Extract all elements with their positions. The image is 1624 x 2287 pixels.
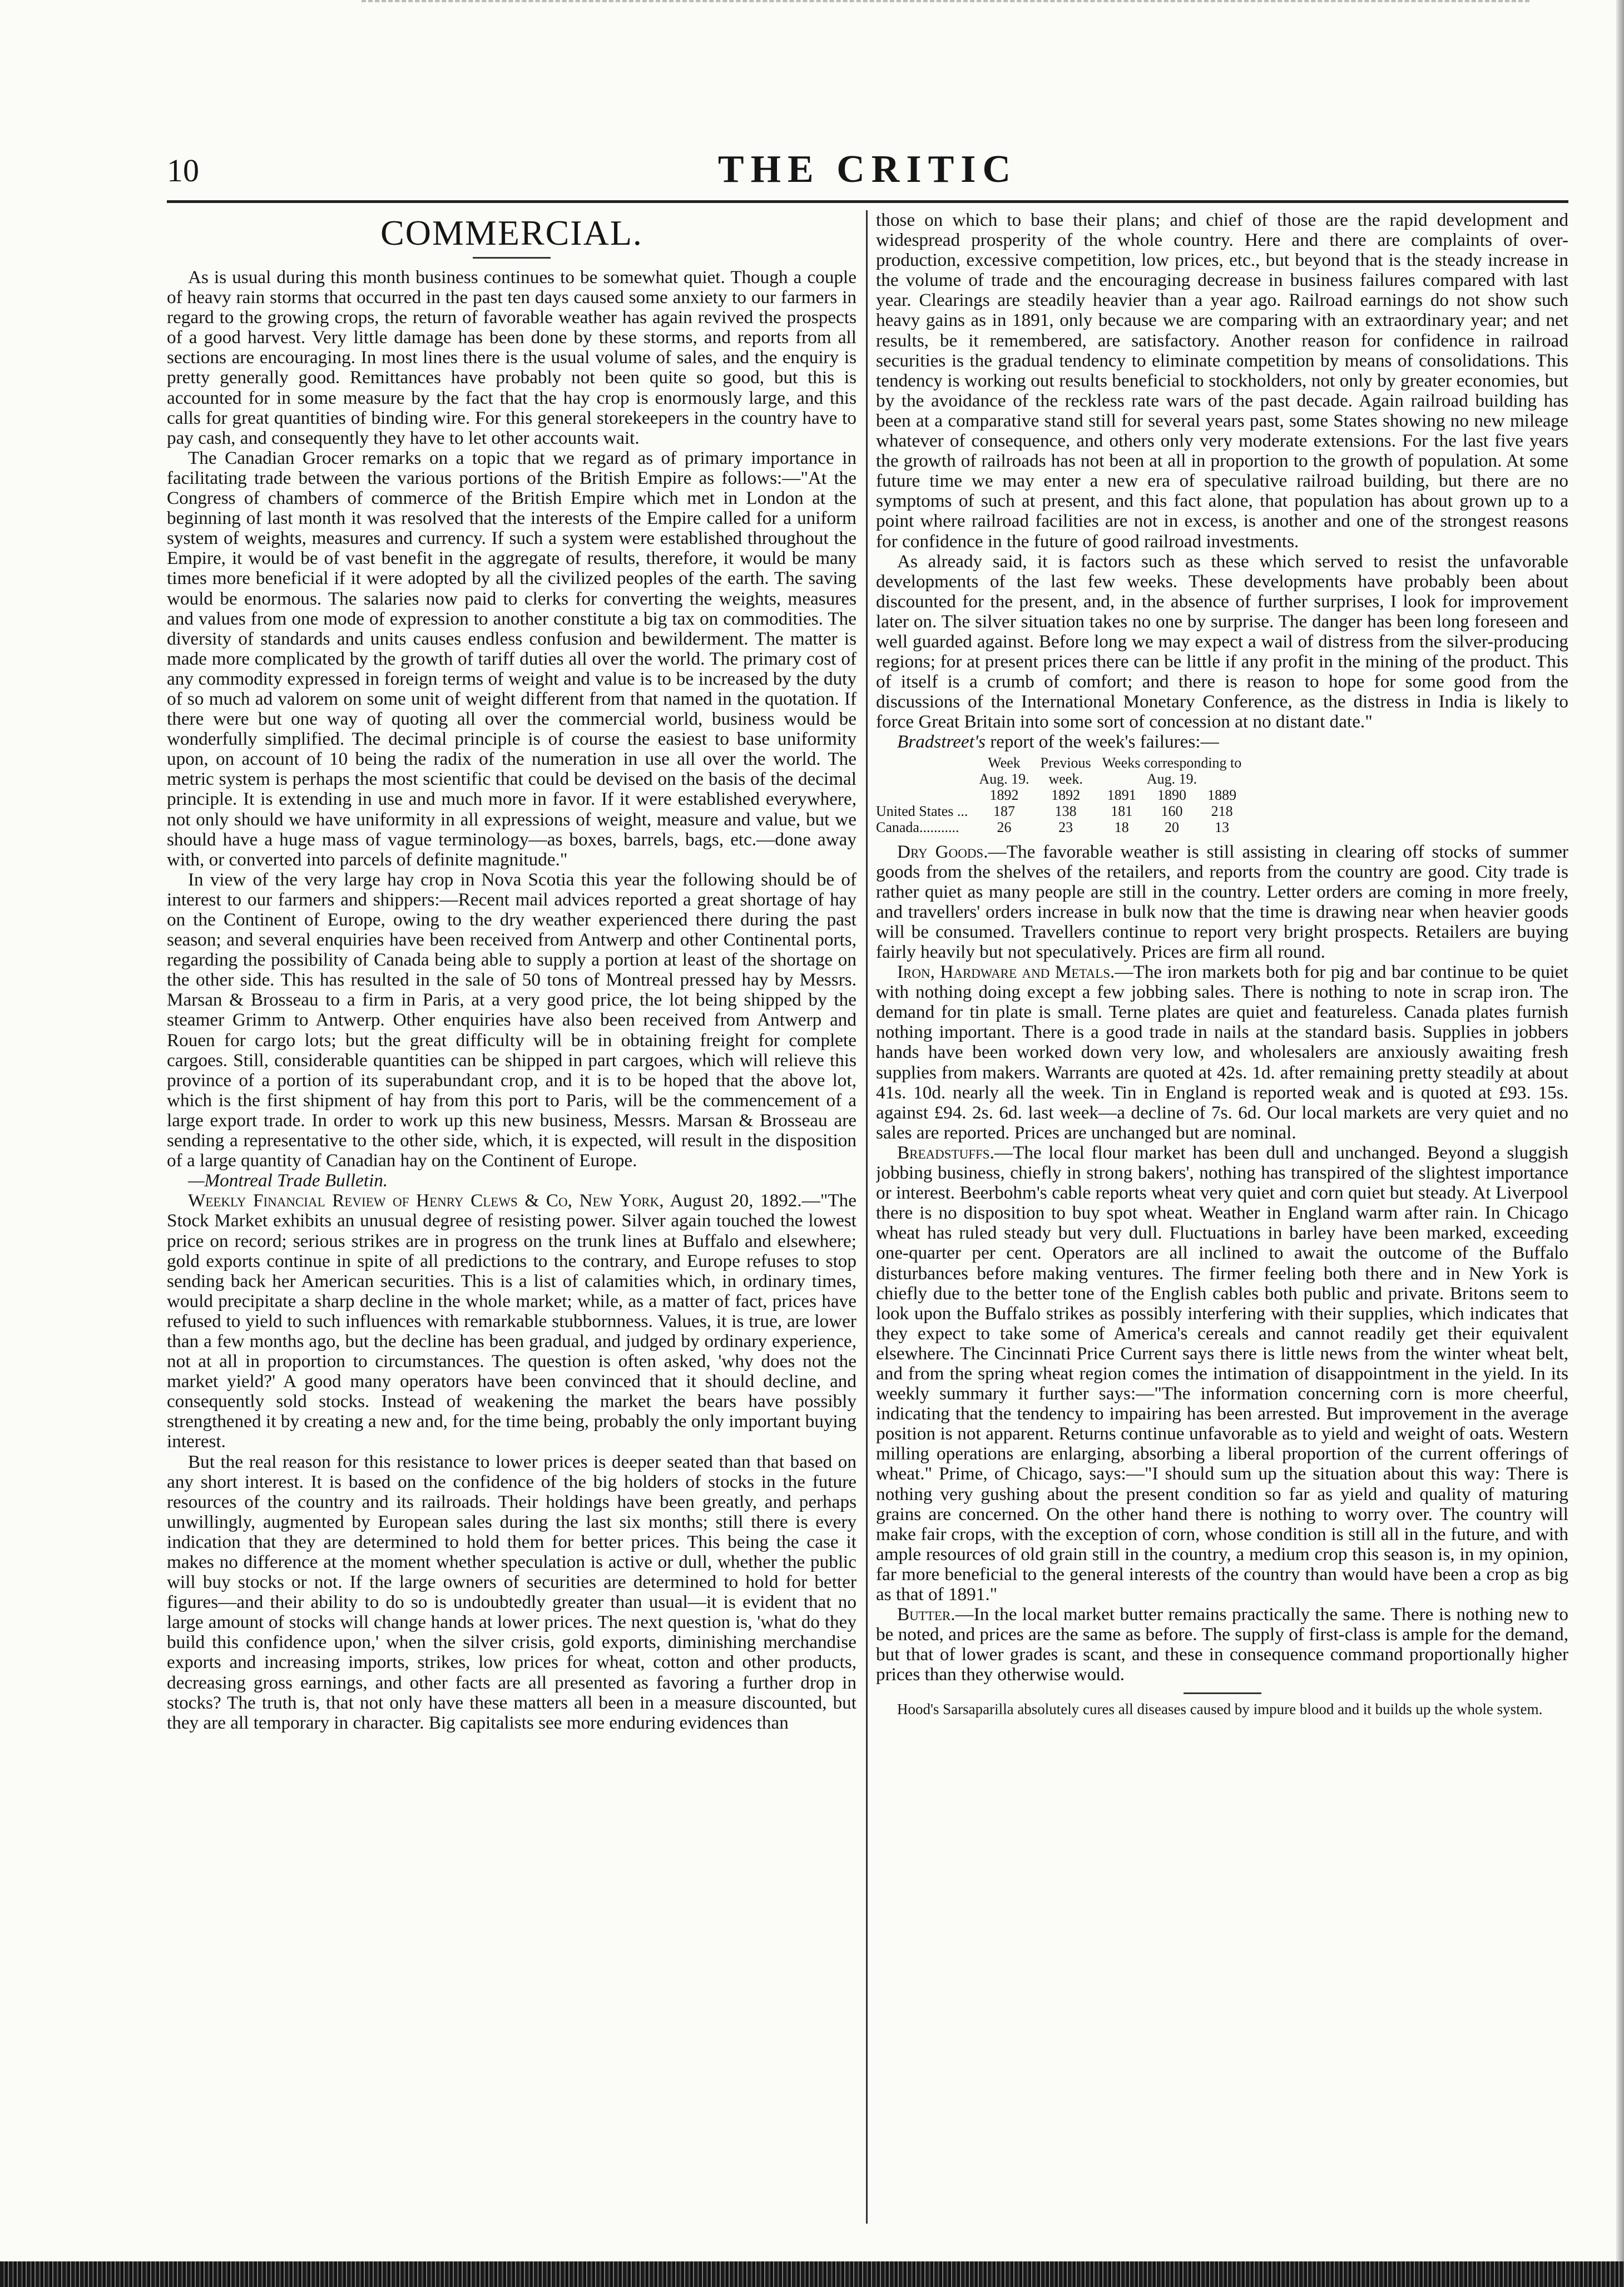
paragraph-resistance: But the real reason for this resistance to lower prices is deeper seated than that based on any short interest. It is based on the confidence of the big holders of stocks in the future resources of the country and its railroads. Their holdings have been greatly, and perhaps unwillingly, augmented by European sales during the last six months; still there is every indication that they are determined to hold them for better prices. This being the case it makes no difference at the moment whether speculation is active or dull, whether the public will buy stocks or not. If the large owners of securities are determined to hold for better figures—and their ability to do so is undoubtedly greater than usual—it is evident that no large amount of stocks will change hands at lower prices. The next question is, 'what do they build this confidence upon,' when the silver crisis, gold exports, diminishing merchandise exports and increasing imports, strikes, low prices for wheat, cotton and other products, decreasing gross earnings, and other facts are all presented as favoring a further drop in stocks? The truth is, that not only have these matters all been in a measure discounted, but they are all temporary in character. Big capitalists see more enduring evidences than [167,1451,856,1733]
header-cell: Weeks corresponding to [1102,754,1242,771]
paragraph-clews [167,1191,856,1452]
header-cell [876,771,973,787]
paragraph-grocer: The Canadian Grocer remarks on a topic that we regard as of primary importance in facilitating trade between the various portions of the British Empire as follows:—"At the Congress of chambers of commerce of the British Empire which met in London at the beginning of last month it was resolved that the interests of the Empire called for a uniform system of weights, measures and currency. If such a system were established throughout the Empire, it would be of vast benefit in the aggregate of results, therefore, it would be many times more beneficial if it were adopted by all the civilized peoples of the earth. The saving would be enormous. The salaries now paid to clerks for converting the weights, measures and values from one mode of expression to another constitute a big tax on commodities. The diversity of standards and units causes endless confusion and bewilderment. The matter is made more complicated by the growth of tariff duties all over the world. The primary cost of any commodity expressed in foreign terms of weight and value is to be increased by the duty of so much ad valorem on some unit of weight different from that named in the quotation. If there were but one way of quoting all over the commercial world, business would be wonderfully simplified. The decimal principle is of course the easiest to base uniformity upon, on account of 10 being the radix of the numeration in use all over the world. The metric system is perhaps the most scientific that could be devised on the basis of the decimal principle. It is extending in use and much more in favor. If it were established everywhere, not only should we have uniformity in all expressions of weight, measure and value, but we should have a huge mass of vague terminology—as boxes, barrels, bags, etc.—done away with, or converted into parcels of definite magnitude." [167,447,856,870]
scan-artifact-bottom [0,2261,1624,2287]
table-cell: 23 [1058,819,1073,835]
failures-header-years [876,787,1247,803]
left-column [167,210,856,2224]
clews-heading: Weekly Financial Review of Henry Clews & Co, New York, [188,1190,664,1211]
header-cell: Aug. 19. [1146,770,1197,787]
paragraph-prosperity: those on which to base their plans; and chief of those are the rapid development and widespread prosperity of the whole country. Here and there are complaints of over-production, excessive competition, low prices, etc., but beyond that is the steady increase in the volume of trade and the encouraging decrease in business failures compared with last year. Clearings are steadily heavier than a year ago. Railroad earnings do not show such heavy gains as in 1891, only because we are comparing with an extraordinary year; and net results, be it remembered, are satisfactory. Another reason for confidence in railroad securities is the gradual tendency to eliminate competition by means of consolidations. This tendency is working out results beneficial to stockholders, not only by greater economies, but by the avoidance of the reckless rate wars of the past decade. Again railroad building has been at a comparative stand still for several years past, some States showing no new mileage whatever of consequence, and others only very moderate extensions. For the last five years the growth of railroads has not been at all in proportion to the growth of population. At some future time we may enter a new era of speculative railroad building, but there are no symptoms of such at present, and this fact alone, that population has about grown up to a point where railroad facilities are not in excess, is another and one of the strongest reasons for confidence in the future of good railroad investments. [876,210,1568,552]
scan-artifact-top [362,0,1529,7]
footnote-rule [1184,1692,1261,1694]
paragraph-breadstuffs [876,1143,1568,1605]
column-divider [866,210,868,2224]
failures-intro [876,732,1568,752]
dry-goods-heading: Dry Goods. [897,841,988,862]
iron-text: —The iron markets both for pig and bar continue to be quiet with nothing doing except a few jobbing sales. There is nothing to note in scrap iron. The demand for tin plate is small. Terne plates are quiet and featureless. Canada plates furnish nothing important. There is a good trade in nails at the standard basis. Supplies in jobbers hands have been worked down very low, and wholesalers are anxiously awaiting fresh supplies from makers. Warrants are quoted at 42s. 1d. after remaining pretty steadily at about 41s. 10d. nearly all the week. Tin in England is reported weak and is quoted at £93. 15s. against £94. 2s. 6d. last week—a decline of 7s. 6d. Our local markets are very quiet and no sales are reported. Prices are unchanged but are nominal. [876,962,1568,1143]
scan-artifact-edge [1616,0,1624,2287]
section-title: COMMERCIAL. [380,213,643,253]
header-cell: Aug. 19. [979,770,1029,787]
row-label: United States ... [876,803,968,819]
table-cell: 18 [1114,819,1129,835]
journal-title: THE CRITIC [717,148,1018,191]
title-rule [473,257,551,259]
year-cell: 1890 [1157,786,1186,803]
right-column [876,210,1568,2246]
page-number: 10 [167,152,199,189]
year-cell: 1891 [1107,786,1136,803]
table-row [876,819,1247,835]
header-cell: Previous [1040,754,1091,771]
iron-heading: Iron, Hardware and Metals. [897,962,1115,983]
failures-header-top [876,755,1247,771]
paragraph-factors: As already said, it is factors such as these which served to resist the unfavorable developments of the last few weeks. These developments have probably been about discounted for the present, and, in the absence of further surprises, I look for improvement later on. The silver situation takes no one by surprise. The danger has been long foreseen and well guarded against. Before long we may expect a wail of distress from the silver-producing regions; for at present prices there can be little if any profit in the mining of the product. This of itself is a crumb of comfort; and there is reason to hope for some good from the discussions of the International Monetary Conference, as the distress in India is likely to force Great Britain into some sort of concession at no distant date." [876,551,1568,732]
table-cell: 26 [997,819,1012,835]
failures-intro-text: report of the week's failures:— [990,731,1219,753]
row-label: Canada........... [876,819,959,835]
table-cell: 138 [1054,803,1077,819]
table-cell: 160 [1161,803,1183,819]
header-cell: week. [1048,770,1083,787]
breadstuffs-heading: Breadstuffs. [897,1142,994,1163]
table-cell: 187 [993,803,1016,819]
page-header [167,147,1568,197]
footnote-advertisement: Hood's Sarsaparilla absolutely cures all diseases caused by impure blood and it builds up the whole system. [897,1701,1543,1718]
header-cell: Week [988,754,1021,771]
credit-line: —Montreal Trade Bulletin. [188,1170,388,1191]
table-row [876,803,1247,819]
year-cell: 1889 [1207,786,1237,803]
year-cell: 1892 [989,786,1019,803]
table-cell: 218 [1211,803,1233,819]
clews-text: August 20, 1892.—"The Stock Market exhibits an unusual degree of resisting power. Silver again touched the lowest price on record; serious strikes are in progress on the trunk lines at Buffalo and elsewhere; gold exports continue in spite of all predictions to the contrary, and Europe refuses to stop sending back her American securities. This is a list of calamities which, in ordinary times, would precipitate a sharp decline in the whole market; while, as a matter of fact, prices have refused to yield to such influences with remarkable stubbornness. Values, it is true, are lower than a few months ago, but the decline has been gradual, and judged by ordinary experience, not at all in proportion to circumstances. The question is often asked, 'why does not the market yield?' A good many operators have been convinced that it should decline, and consequently sold stocks. Instead of weakening the market the bears have possibly strengthened it by creating a new and, for the time being, probably the only important buying interest. [167,1190,856,1452]
butter-text: —In the local market butter remains practically the same. There is nothing new to be noted, and prices are the same as before. The supply of first-class is ample for the demand, but that of lower grades is scant, and these in consequence command proportionally higher prices than they otherwise would. [876,1604,1568,1685]
paragraph-iron [876,962,1568,1143]
paragraph-hay: In view of the very large hay crop in Nova Scotia this year the following should be of interest to our farmers and shippers:—Recent mail advices reported a great shortage of hay on the Continent of Europe, owing to the dry weather experienced there during the past season; and several enquiries have been received from Antwerp and other Continental ports, regarding the possibility of Canada being able to supply a portion at least of the shortage on the other side. This has resulted in the sale of 50 tons of Montreal pressed hay by Messrs. Marsan & Brosseau to a firm in Paris, at a very good price, the lot being shipped by the steamer Grimm to Antwerp. Other enquiries have also been received from Antwerp and Rouen for cargo lots; but the great difficulty will be in obtaining freight for complete cargoes. Still, considerable quantities can be shipped in part cargoes, which will relieve this province of a portion of its superabundant crop, and it is to be hoped that the above lot, which is the first shipment of hay from this port to Paris, will be the commencement of a large export trade. In order to work up this new business, Messrs. Marsan & Brosseau are sending a representative to the other side, which, it is expected, will result in the disposition of a large quantity of Canadian hay on the Continent of Europe. [167,869,856,1171]
paragraph-harvest: As is usual during this month business continues to be somewhat quiet. Though a couple of heavy rain storms that occurred in the past ten days caused some anxiety to our farmers in regard to the growing crops, the return of favorable weather has again revived the prospects of a good harvest. Very little damage has been done by these storms, and reports from all sections are encouraging. In most lines there is the usual volume of sales, and the enquiry is pretty generally good. Remittances have probably not been quite so good, but this is accounted for in some measure by the fact that the hay crop is enormously large, and this calls for great quantities of binding wire. For this general storekeepers in the country have to pay cash, and consequently they have to let other accounts wait. [167,267,856,448]
table-cell: 13 [1215,819,1230,835]
year-cell: 1892 [1051,786,1081,803]
failures-header-mid [876,771,1247,787]
dry-goods-text: —The favorable weather is still assisting in clearing off stocks of summer goods from the shelves of the retailers, and reports from the country are good. City trade is rather quiet as many people are still in the country. Letter orders are coming in more freely, and travellers' orders increase in bulk now that the time is drawing near when heavier goods will be consumed. Travellers continue to report very bright prospects. Retailers are buying fairly heavily but not speculatively. Prices are firm all round. [876,841,1568,962]
bradstreet-name: Bradstreet's [897,731,986,753]
table-cell: 20 [1164,819,1179,835]
breadstuffs-text: —The local flour market has been dull and unchanged. Beyond a sluggish jobbing business, chiefly in strong bakers', nothing has transpired of the slightest importance or interest. Beerbohm's cable reports wheat very quiet and corn quiet but steady. At Liverpool there is no disposition to buy spot wheat. Weather in England warm after rain. In Chicago wheat has ruled steady but very dull. Fluctuations in barley have been marked, exceeding one-quarter per cent. Operators are all inclined to await the outcome of the Buffalo disturbances before making ventures. The firmer feeling both there and in New York is chiefly due to the better tone of the English cables both public and private. Britons seem to look upon the Buffalo strikes as possibly interfering with their supplies, which indicates that they expect to take some of America's cereals and cannot readily get their equivalent elsewhere. The Cincinnati Price Current says there is little news from the winter wheat belt, and from the spring wheat region comes the intimation of disappointment in the yield. In its weekly summary it further says:—"The information concerning corn is more cheerful, indicating that the tendency to impairing has been arrested. But improvement in the average position is not apparent. Returns continue unfavorable as to yield and weight of oats. Western milling operations are enlarging, absorbing a liberal proportion of the current offerings of wheat." Prime, of Chicago, says:—"I should sum up the situation about this way: There is nothing very gushing about the present condition so far as yield and quality of maturing grains are concerned. On the other hand there is nothing to worry over. The country will make fair crops, with the exception of corn, whose condition is still all in the future, and with ample resources of old grain still in the country, a medium crop this season is, in my opinion, far more beneficial to the general interests of the country than would have been a crop as big as that of 1891." [876,1142,1568,1605]
header-cell [876,755,973,771]
failures-table [876,755,1247,835]
paragraph-butter [876,1605,1568,1685]
header-cell [876,787,973,803]
table-cell: 181 [1111,803,1133,819]
header-rule [167,200,1568,203]
paragraph-dry-goods [876,842,1568,963]
butter-heading: Butter. [897,1604,955,1625]
